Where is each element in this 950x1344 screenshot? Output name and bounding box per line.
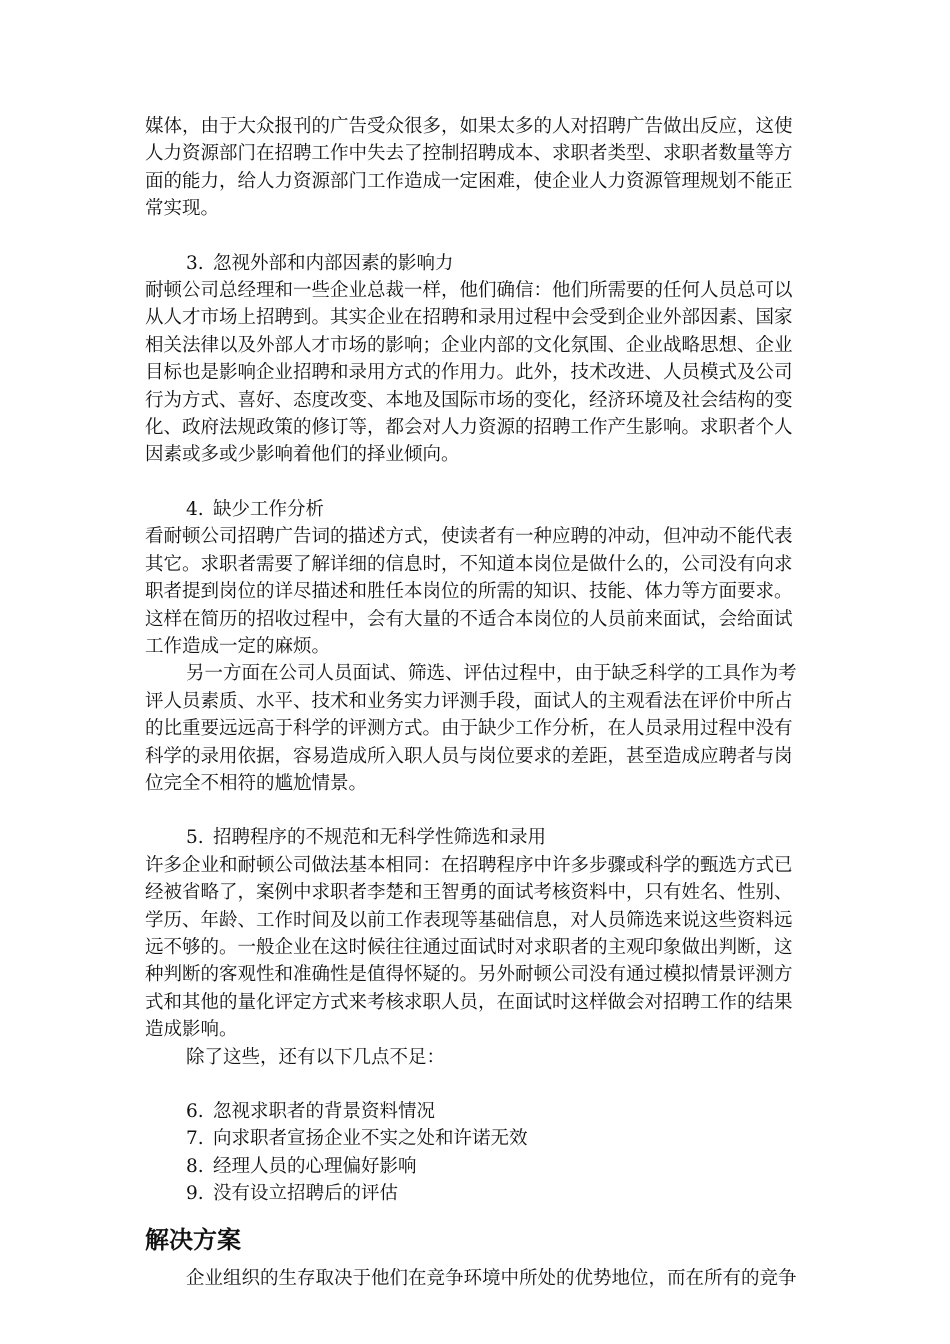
heading-3 <box>145 250 815 277</box>
text-line: 评人员素质、水平、技术和业务实力评测手段，面试人的主观看法在评价中所占 <box>145 690 793 712</box>
text-line: 职者提到岗位的详尽描述和胜任本岗位的所需的知识、技能、体力等方面要求。 <box>145 581 793 603</box>
list-item <box>145 1180 815 1207</box>
paragraph-1 <box>145 113 815 223</box>
text-line: 工作造成一定的麻烦。 <box>145 635 331 657</box>
text-line: 化、政府法规政策的修订等，都会对人力资源的招聘工作产生影响。求职者个人 <box>145 417 793 439</box>
text-line: 许多企业和耐顿公司做法基本相同：在招聘程序中许多步骤或科学的甄选方式已 <box>145 854 793 876</box>
text-line: 面的能力，给人力资源部门工作造成一定困难，使企业人力资源管理规划不能正 <box>145 170 793 192</box>
text-line: 的比重要远远高于科学的评测方式。由于缺少工作分析，在人员录用过程中没有 <box>145 718 793 740</box>
paragraph-extra: 除了这些，还有以下几点不足： <box>186 1046 446 1068</box>
paragraph-4a <box>145 523 815 660</box>
text-line: 耐顿公司总经理和一些企业总裁一样，他们确信：他们所需要的任何人员总可以 <box>145 280 793 302</box>
text-line: 从人才市场上招聘到。其实企业在招聘和录用过程中会受到企业外部因素、国家 <box>145 307 793 329</box>
text-line: 这样在简历的招收过程中，会有大量的不适合本岗位的人员前来面试，会给面试 <box>145 608 793 630</box>
list-text: 忽视求职者的背景资料情况 <box>213 1101 436 1122</box>
text-line: 种判断的客观性和准确性是值得怀疑的。另外耐顿公司没有通过模拟情景评测方 <box>145 964 793 986</box>
list-item <box>145 1098 815 1125</box>
text-line: 相关法律以及外部人才市场的影响；企业内部的文化氛围、企业战略思想、企业 <box>145 334 793 356</box>
section-title: 解决方案 <box>145 1224 241 1254</box>
list-number: 7. <box>186 1128 204 1150</box>
heading-number: 4. <box>186 498 204 520</box>
text-line: 经被省略了，案例中求职者李楚和王智勇的面试考核资料中，只有姓名、性别、 <box>145 882 793 904</box>
text-line: 常实现。 <box>145 198 220 220</box>
list-item <box>145 1125 815 1152</box>
heading-text: 招聘程序的不规范和无科学性筛选和录用 <box>213 827 547 849</box>
text-line: 其它。求职者需要了解详细的信息时，不知道本岗位是做什么的，公司没有向求 <box>145 553 793 575</box>
list-text: 向求职者宣扬企业不实之处和许诺无效 <box>213 1128 528 1150</box>
heading-5 <box>145 824 815 851</box>
text-line: 科学的录用依据，容易造成所入职人员与岗位要求的差距，甚至造成应聘者与岗 <box>145 745 793 767</box>
text-line: 式和其他的量化评定方式来考核求职人员，在面试时这样做会对招聘工作的结果 <box>145 991 793 1013</box>
text-line: 因素或多或少影响着他们的择业倾向。 <box>145 444 460 466</box>
list-number: 9. <box>186 1183 204 1205</box>
document-page <box>145 113 815 1292</box>
text-line: 造成影响。 <box>145 1019 238 1041</box>
text-line: 远不够的。一般企业在这时候往往通过面试时对求职者的主观印象做出判断，这 <box>145 936 793 958</box>
text-line: 人力资源部门在招聘工作中失去了控制招聘成本、求职者类型、求职者数量等方 <box>145 143 793 165</box>
list-number: 8. <box>186 1155 204 1177</box>
text-line: 位完全不相符的尴尬情景。 <box>145 772 368 794</box>
heading-number: 5. <box>186 827 204 849</box>
paragraph-4b <box>145 660 815 797</box>
text-line: 看耐顿公司招聘广告词的描述方式，使读者有一种应聘的冲动，但冲动不能代表 <box>145 526 793 548</box>
text-line: 另一方面在公司人员面试、筛选、评估过程中，由于缺乏科学的工具作为考 <box>186 663 797 685</box>
paragraph-5 <box>145 852 815 1044</box>
list-text: 经理人员的心理偏好影响 <box>213 1155 417 1177</box>
text-line: 媒体，由于大众报刊的广告受众很多，如果太多的人对招聘广告做出反应，这使 <box>145 116 793 137</box>
list-number: 6. <box>186 1101 204 1122</box>
numbered-list <box>145 1098 815 1208</box>
text-line: 行为方式、喜好、态度改变、本地及国际市场的变化，经济环境及社会结构的变 <box>145 389 793 411</box>
heading-4 <box>145 496 815 523</box>
text-line: 学历、年龄、工作时间及以前工作表现等基础信息，对人员筛选来说这些资料远 <box>145 909 793 931</box>
list-item <box>145 1153 815 1180</box>
paragraph-final: 企业组织的生存取决于他们在竞争环境中所处的优势地位，而在所有的竞争 <box>186 1267 797 1289</box>
list-text: 没有设立招聘后的评估 <box>213 1183 399 1205</box>
heading-number: 3. <box>186 252 204 274</box>
text-line: 目标也是影响企业招聘和录用方式的作用力。此外，技术改进、人员模式及公司 <box>145 362 793 384</box>
heading-text: 忽视外部和内部因素的影响力 <box>213 252 454 274</box>
paragraph-3 <box>145 277 815 469</box>
heading-text: 缺少工作分析 <box>213 498 325 520</box>
